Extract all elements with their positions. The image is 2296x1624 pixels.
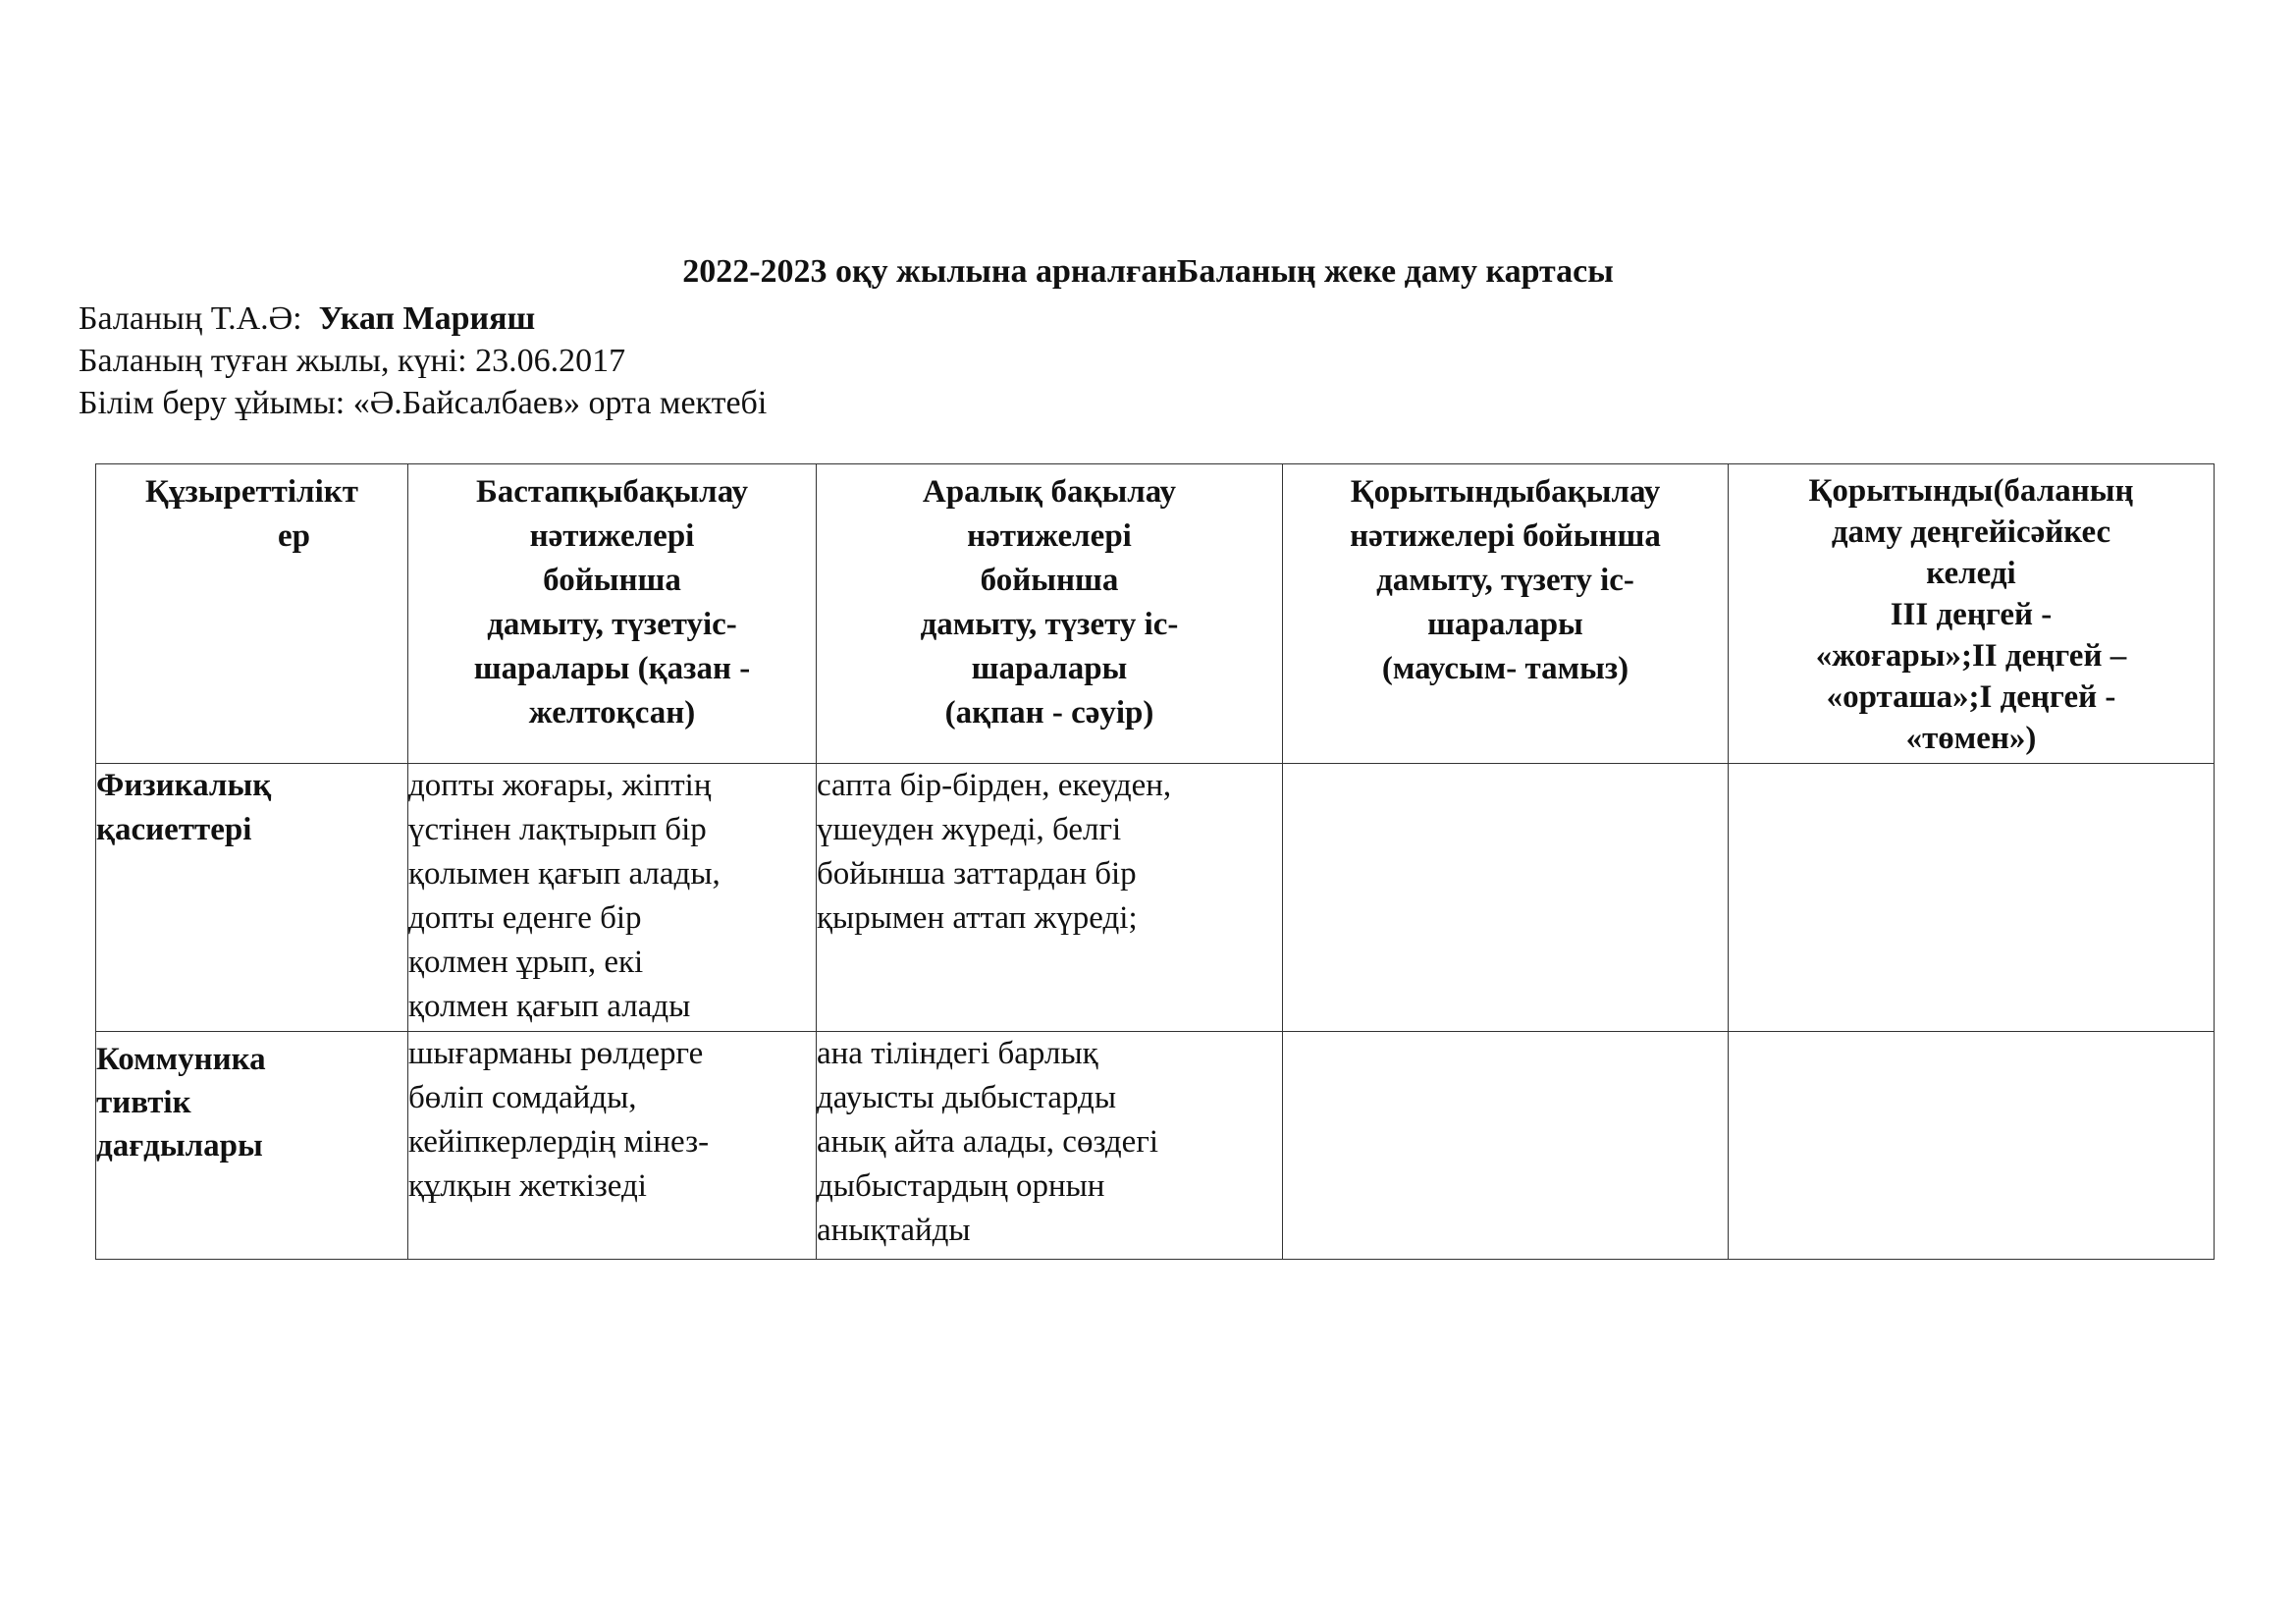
- header-line: Қорытынды(баланың: [1808, 473, 2134, 509]
- header-initial-control: [408, 464, 817, 764]
- table-row: [96, 764, 2215, 1032]
- table-row: [96, 1032, 2215, 1260]
- cell-line: қолмен ұрып, екі: [408, 945, 644, 980]
- row-label-line: қасиеттері: [96, 812, 252, 847]
- cell-line: анықтайды: [817, 1213, 971, 1248]
- cell-line: анық айта алады, сөздегі: [817, 1124, 1159, 1160]
- header-line: Қорытындыбақылау: [1350, 474, 1661, 510]
- cell-line: қырымен аттап жүреді;: [817, 900, 1138, 936]
- header-line: желтоқсан): [528, 695, 696, 731]
- cell-conclusion: [1729, 1032, 2215, 1260]
- header-line: ІІІ деңгей -: [1890, 597, 2053, 632]
- birth-date: 23.06.2017: [475, 343, 626, 379]
- cell-line: үшеуден жүреді, белгі: [817, 812, 1122, 847]
- header-line: дамыту, түзету іс-: [920, 607, 1179, 642]
- child-name-label: Баланың Т.А.Ә:: [79, 300, 302, 337]
- header-line: келеді: [1926, 556, 2016, 591]
- cell-initial: [408, 1032, 817, 1260]
- development-table: [95, 463, 2215, 1260]
- header-line: «төмен»): [1905, 721, 2037, 756]
- cell-line: дауысты дыбыстарды: [817, 1080, 1116, 1115]
- header-line: нәтижелері: [529, 518, 695, 554]
- cell-initial: [408, 764, 817, 1032]
- cell-line: шығарманы рөлдерге: [408, 1036, 704, 1071]
- cell-line: үстінен лақтырып бір: [408, 812, 707, 847]
- header-line: Құзыреттілікт: [145, 474, 358, 510]
- organization-line: [79, 382, 767, 425]
- header-line: бойынша: [543, 563, 681, 598]
- cell-line: бойынша заттардан бір: [817, 856, 1137, 892]
- row-label-communicative: [96, 1032, 408, 1260]
- cell-line: қолымен қағып алады,: [408, 856, 721, 892]
- org-label: Білім беру ұйымы:: [79, 385, 346, 421]
- cell-line: қолмен қағып алады: [408, 989, 691, 1024]
- header-line: нәтижелері бойынша: [1350, 518, 1661, 554]
- header-competencies: [96, 464, 408, 764]
- child-name: Укап Марияш: [318, 300, 536, 337]
- header-intermediate-control: [817, 464, 1283, 764]
- cell-line: допты еденге бір: [408, 900, 642, 936]
- header-line: шаралары (қазан -: [473, 651, 751, 686]
- cell-line: кейіпкерлердің мінез-: [408, 1124, 710, 1160]
- header-line: дамыту, түзетуіс-: [487, 607, 737, 642]
- birth-label: Баланың туған жылы, күні:: [79, 343, 467, 379]
- cell-intermediate: [817, 1032, 1283, 1260]
- header-line: ер: [278, 518, 310, 554]
- header-line: шаралары: [971, 651, 1128, 686]
- cell-line: допты жоғары, жіптің: [408, 768, 712, 803]
- cell-line: бөліп сомдайды,: [408, 1080, 637, 1115]
- cell-final: [1283, 1032, 1729, 1260]
- cell-line: дыбыстардың орнын: [817, 1168, 1105, 1204]
- birth-date-line: [79, 340, 625, 383]
- header-final-control: [1283, 464, 1729, 764]
- row-label-line: тивтік: [96, 1085, 191, 1120]
- cell-intermediate: [817, 764, 1283, 1032]
- row-label-physical: [96, 764, 408, 1032]
- header-line: (маусым- тамыз): [1381, 651, 1629, 686]
- row-label-line: дағдылары: [96, 1128, 263, 1164]
- header-line: нәтижелері: [967, 518, 1132, 554]
- header-line: Бастапқыбақылау: [475, 474, 749, 510]
- cell-final: [1283, 764, 1729, 1032]
- table-header-row: [96, 464, 2215, 764]
- cell-conclusion: [1729, 764, 2215, 1032]
- document-title: 2022-2023 оқу жылына арналғанБаланың жеке даму картасы: [682, 253, 1614, 290]
- header-line: «орташа»;І деңгей -: [1826, 679, 2116, 715]
- row-label-line: Физикалық: [96, 768, 272, 803]
- header-conclusion: [1729, 464, 2215, 764]
- cell-line: ана тіліндегі барлық: [817, 1036, 1098, 1071]
- cell-line: сапта бір-бірден, екеуден,: [817, 768, 1172, 803]
- org-name: «Ә.Байсалбаев» орта мектебі: [352, 385, 768, 421]
- header-line: «жоғары»;ІІ деңгей –: [1815, 638, 2127, 674]
- header-line: даму деңгейісәйкес: [1831, 514, 2111, 550]
- header-line: шаралары: [1427, 607, 1583, 642]
- header-line: (ақпан - сәуір): [944, 695, 1154, 731]
- header-line: бойынша: [980, 563, 1119, 598]
- row-label-line: Коммуника: [96, 1042, 266, 1077]
- header-line: дамыту, түзету іс-: [1376, 563, 1634, 598]
- header-line: Аралық бақылау: [922, 474, 1177, 510]
- cell-line: құлқын жеткізеді: [408, 1168, 647, 1204]
- child-name-line: [79, 298, 535, 341]
